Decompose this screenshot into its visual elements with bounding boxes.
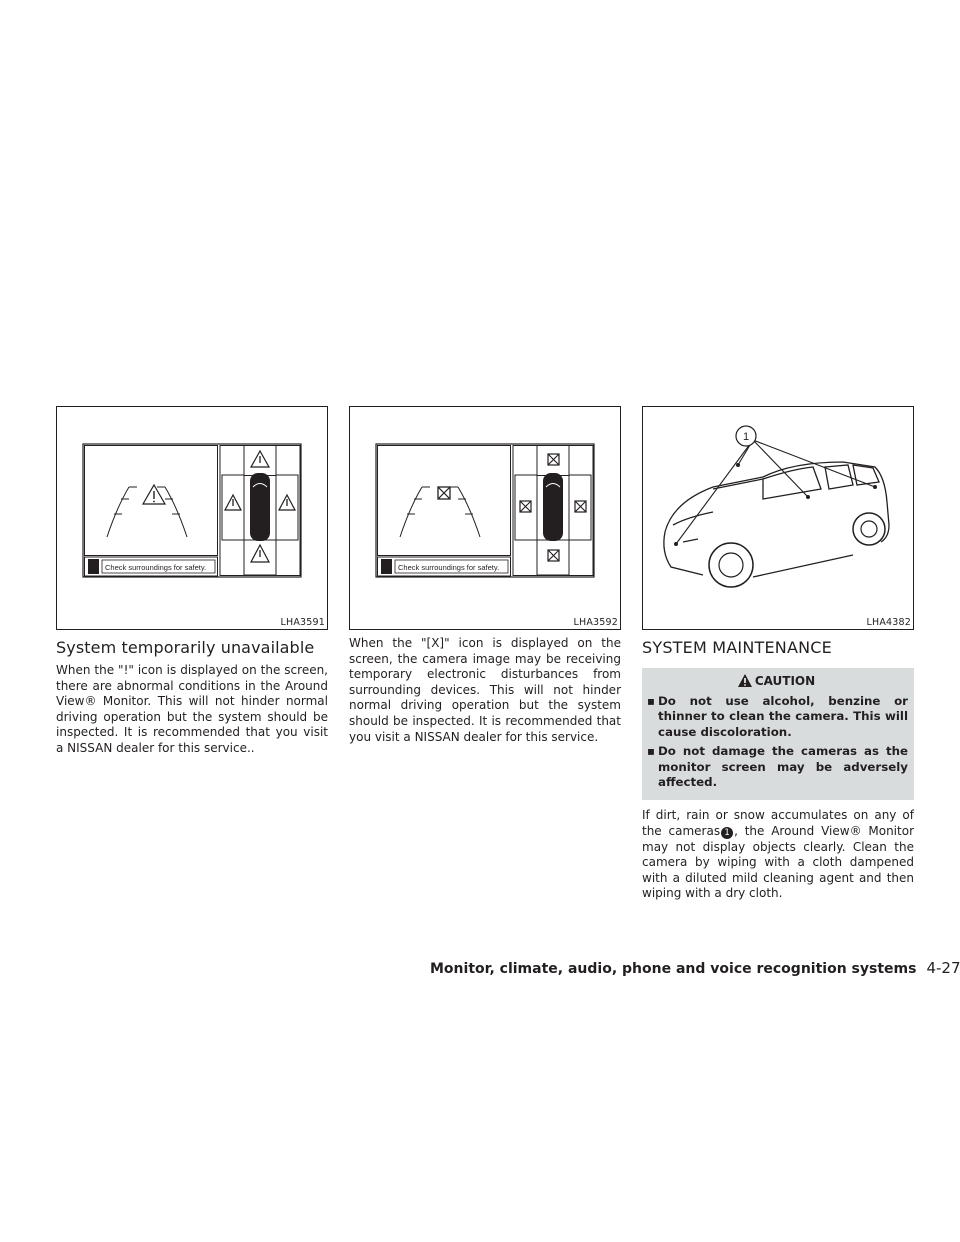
figure-camera-disturbance bbox=[349, 406, 621, 630]
camera-error-icon bbox=[575, 501, 586, 512]
camera-error-icon bbox=[438, 487, 450, 499]
caution-item: ▪ Do not damage the cameras as the monitor screen may be adversely affected. bbox=[647, 744, 908, 790]
camera-error-icon bbox=[548, 454, 559, 465]
page-number: 4-27 bbox=[926, 959, 960, 977]
caution-list bbox=[642, 694, 910, 790]
chapter-title: Monitor, climate, audio, phone and voice recognition systems bbox=[430, 961, 917, 977]
camera-error-icon bbox=[548, 550, 559, 561]
section-body: When the "!" icon is displayed on the screen, there are abnormal conditions in the Around View® Monitor. This will not hinder normal driving operation but the system should be inspected. It is recommended that you visit a NISSAN dealer for this service.. bbox=[56, 663, 328, 755]
caution-label: CAUTION bbox=[754, 674, 816, 688]
monitor-warning-illustration bbox=[57, 407, 327, 629]
wheel-icon bbox=[853, 513, 885, 545]
wheel-icon bbox=[709, 543, 753, 587]
section-title: System temporarily unavailable bbox=[56, 638, 315, 657]
callout-lines bbox=[676, 440, 875, 544]
caution-item: ▪ Do not use alcohol, benzine or thinner to clean the camera. This will cause discoloration. bbox=[647, 694, 908, 739]
monitor-disturbance-illustration bbox=[350, 407, 620, 629]
camera-view-icon bbox=[88, 559, 99, 574]
column-2 bbox=[349, 406, 621, 745]
page-footer bbox=[430, 959, 960, 977]
figure-code: LHA3591 bbox=[280, 617, 325, 628]
caution-box bbox=[642, 668, 914, 800]
vehicle-camera-illustration bbox=[643, 407, 913, 629]
column-3 bbox=[642, 406, 914, 902]
section-body: If dirt, rain or snow accumulates on any of the cameras 1 , the Around View® Monitor may not display objects clearly. Clean the camera by wiping with a cloth dampened with a diluted mild cleaning agent and then wiping with a dry cloth. bbox=[642, 808, 914, 901]
camera-view-icon bbox=[381, 559, 392, 574]
figure-code: LHA3592 bbox=[573, 617, 618, 628]
callout-reference: 1 bbox=[721, 827, 733, 839]
caution-header bbox=[642, 672, 910, 690]
figure-code: LHA4382 bbox=[866, 617, 911, 628]
caution-icon bbox=[737, 673, 753, 688]
figure-camera-locations bbox=[642, 406, 914, 630]
section-body: When the "[X]" icon is displayed on the screen, the camera image may be receiving temporary electronic disturbances from surrounding devices. This will not hinder normal driving operation but the system should be inspected. It is recommended that you visit a NISSAN dealer for this service. bbox=[349, 636, 621, 744]
status-message: Check surroundings for safety. bbox=[105, 563, 207, 572]
status-message: Check surroundings for safety. bbox=[398, 563, 500, 572]
callout-number: 1 bbox=[742, 431, 750, 443]
figure-system-unavailable bbox=[56, 406, 328, 630]
column-1 bbox=[56, 406, 328, 757]
camera-error-icon bbox=[520, 501, 531, 512]
section-title: SYSTEM MAINTENANCE bbox=[642, 638, 832, 657]
